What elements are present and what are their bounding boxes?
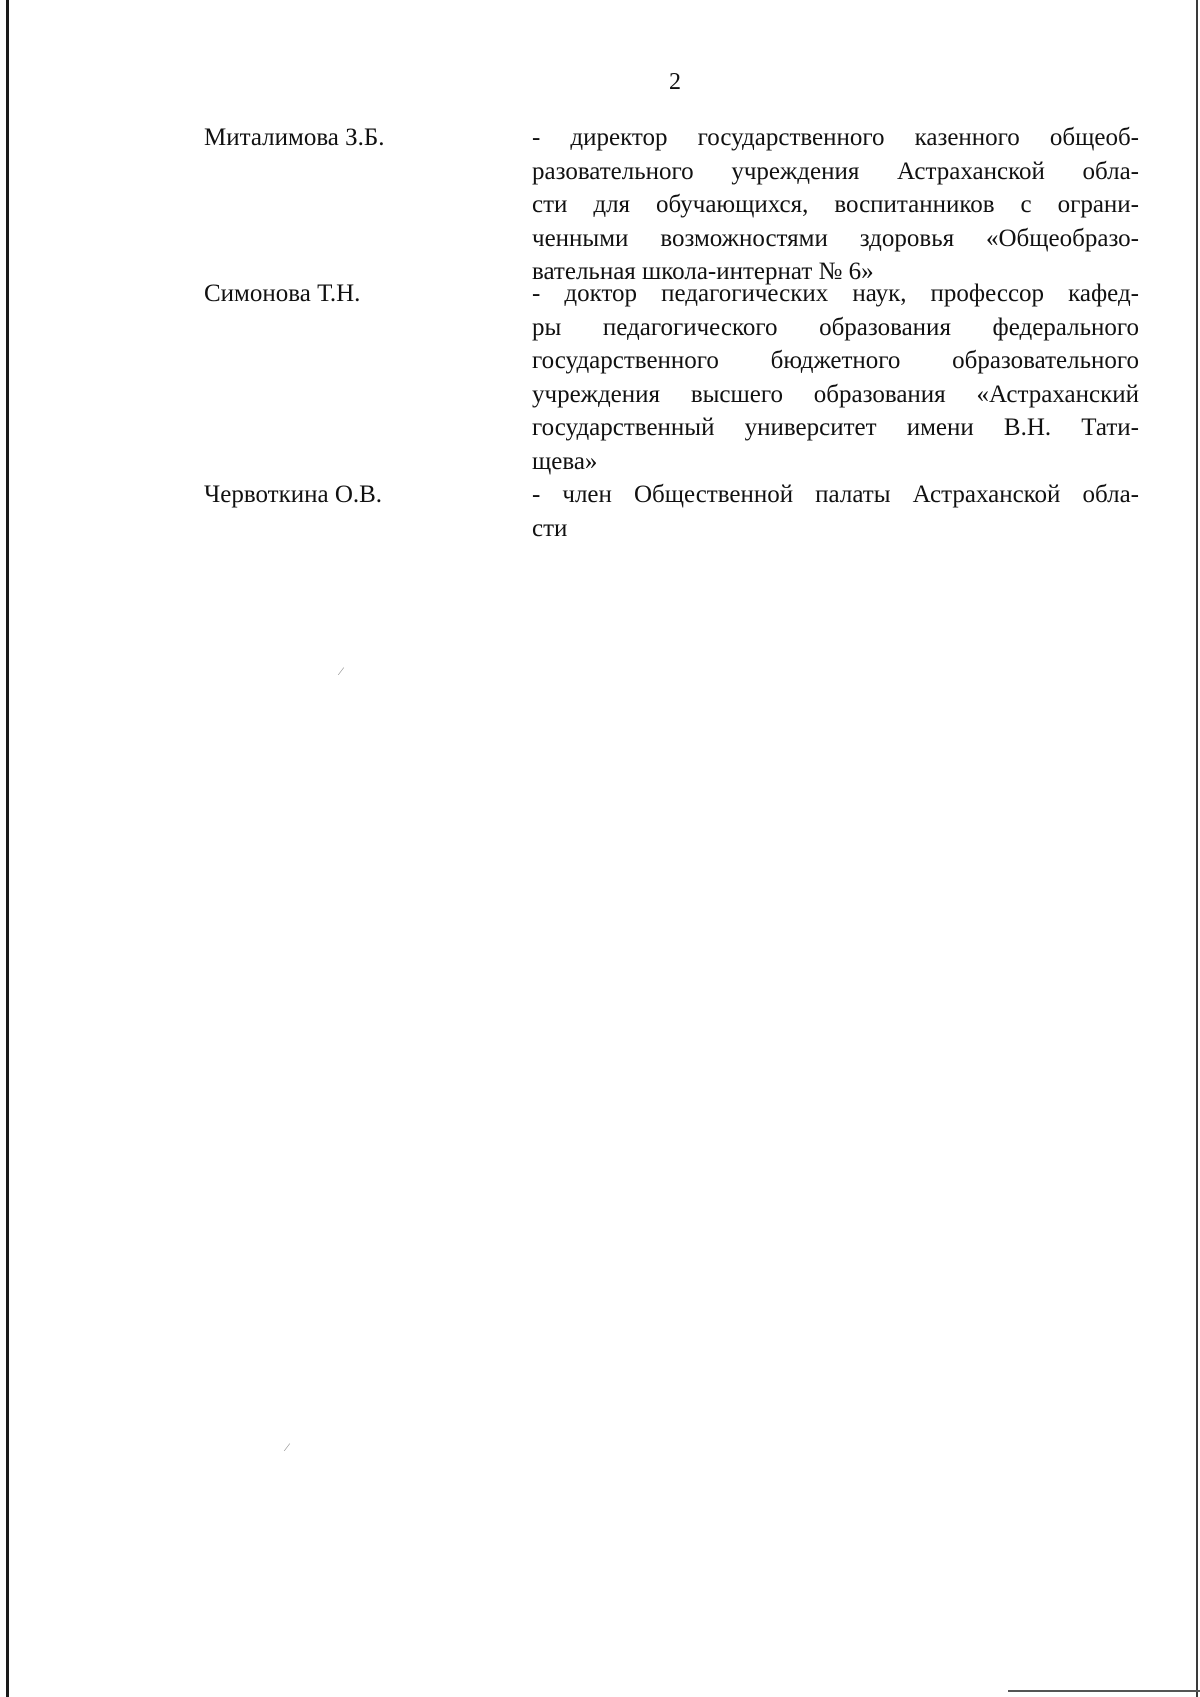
member-description <box>532 121 1139 289</box>
member-row <box>204 478 1139 545</box>
description-line: - директор государственного казенного общеоб- <box>532 124 1139 151</box>
scan-speck: ⁄ <box>286 1440 289 1454</box>
description-line: вательная школа-интернат № 6» <box>532 258 874 286</box>
description-line: сти для обучающихся, воспитанников с ограни- <box>532 191 1139 219</box>
member-description <box>532 277 1139 479</box>
member-description <box>532 478 1139 545</box>
scan-right-edge <box>1196 0 1198 1697</box>
members-list <box>204 121 1139 545</box>
scan-bottom-edge <box>1008 1690 1200 1692</box>
member-name: Симонова Т.Н. <box>204 280 361 307</box>
description-line: разовательного учреждения Астраханской обла- <box>532 157 1139 185</box>
member-row <box>204 277 1139 478</box>
description-line: щева» <box>532 447 598 475</box>
member-row <box>204 121 1139 286</box>
description-line: - член Общественной палаты Астраханской обла- <box>532 481 1139 508</box>
scan-left-edge <box>6 0 9 1697</box>
scan-speck: ⁄ <box>340 664 343 678</box>
member-name: Миталимова З.Б. <box>204 124 385 151</box>
description-line: государственный университет имени В.Н. Тати- <box>532 414 1139 442</box>
description-line: сти <box>532 514 568 542</box>
description-line: учреждения высшего образования «Астраханский <box>532 380 1139 408</box>
description-line: ры педагогического образования федерального <box>532 313 1139 341</box>
description-line: государственного бюджетного образовательного <box>532 347 1139 375</box>
page-number: 2 <box>669 69 681 95</box>
member-name: Червоткина О.В. <box>204 481 383 508</box>
description-line: - доктор педагогических наук, профессор кафед- <box>532 280 1139 307</box>
description-line: ченными возможностями здоровья «Общеобразо- <box>532 224 1139 252</box>
